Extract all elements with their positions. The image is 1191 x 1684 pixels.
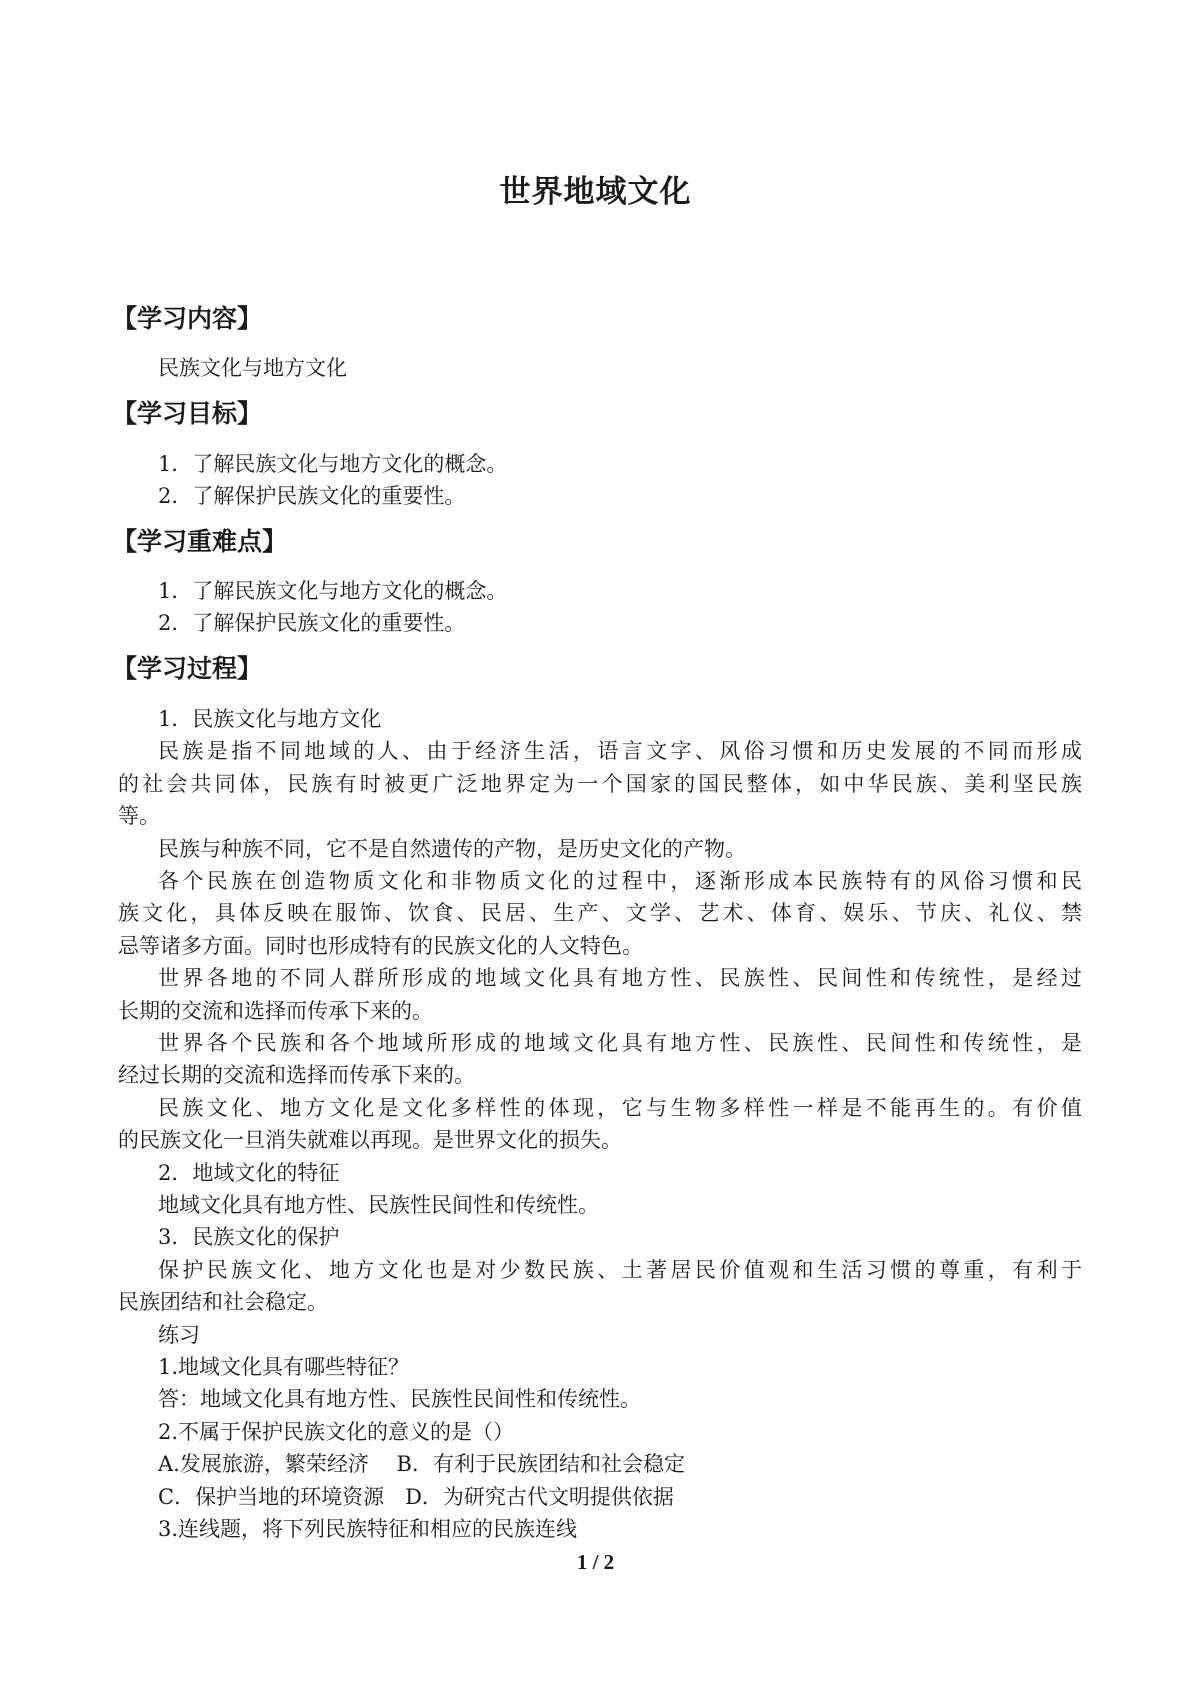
exercise-options: C．保护当地的环境资源 D．为研究古代文明提供依据 bbox=[158, 1485, 674, 1509]
key-point-item: 2．了解保护民族文化的重要性。 bbox=[158, 611, 466, 635]
paragraph-line: 世界各地的不同人群所形成的地域文化具有地方性、民族性、民间性和传统性，是经过 bbox=[158, 966, 1082, 990]
paragraph-line: 长期的交流和选择而传承下来的。 bbox=[118, 999, 433, 1023]
subheading-ethnic-local-culture: 1．民族文化与地方文化 bbox=[158, 707, 382, 731]
paragraph-line: 民族是指不同地域的人、由于经济生活，语言文字、风俗习惯和历史发展的不同而形成 bbox=[158, 739, 1082, 763]
paragraph-line: 民族团结和社会稳定。 bbox=[118, 1290, 328, 1314]
key-point-item: 1．了解民族文化与地方文化的概念。 bbox=[158, 579, 508, 603]
exercise-question: 3.连线题，将下列民族特征和相应的民族连线 bbox=[158, 1517, 578, 1541]
exercise-answer: 答：地域文化具有地方性、民族性民间性和传统性。 bbox=[158, 1387, 641, 1411]
exercise-question: 2.不属于保护民族文化的意义的是（） bbox=[158, 1420, 515, 1444]
goal-item: 2．了解保护民族文化的重要性。 bbox=[158, 484, 466, 508]
heading-key-points: 【学习重难点】 bbox=[112, 527, 288, 556]
heading-goals: 【学习目标】 bbox=[112, 399, 263, 428]
paragraph-line: 经过长期的交流和选择而传承下来的。 bbox=[118, 1063, 475, 1087]
paragraph-line: 族文化，具体反映在服饰、饮食、民居、生产、文学、艺术、体育、娱乐、节庆、礼仪、禁 bbox=[118, 901, 1082, 925]
paragraph-line: 世界各个民族和各个地域所形成的地域文化具有地方性、民族性、民间性和传统性，是 bbox=[158, 1031, 1082, 1055]
goal-item: 1．了解民族文化与地方文化的概念。 bbox=[158, 452, 508, 476]
exercise-options: A.发展旅游，繁荣经济 B．有利于民族团结和社会稳定 bbox=[158, 1452, 685, 1476]
content-text: 民族文化与地方文化 bbox=[158, 356, 347, 380]
paragraph-line: 民族与种族不同，它不是自然遗传的产物，是历史文化的产物。 bbox=[158, 837, 746, 861]
paragraph-line: 等。 bbox=[118, 804, 160, 828]
exercise-heading: 练习 bbox=[158, 1323, 200, 1347]
paragraph-line: 的民族文化一旦消失就难以再现。是世界文化的损失。 bbox=[118, 1128, 622, 1152]
paragraph-line: 各个民族在创造物质文化和非物质文化的过程中，逐渐形成本民族特有的风俗习惯和民 bbox=[158, 869, 1082, 893]
paragraph-line: 忌等诸多方面。同时也形成特有的民族文化的人文特色。 bbox=[118, 934, 643, 958]
heading-process: 【学习过程】 bbox=[112, 654, 263, 683]
subheading-features: 2．地域文化的特征 bbox=[158, 1161, 340, 1185]
heading-content: 【学习内容】 bbox=[112, 304, 263, 333]
paragraph-line: 的社会共同体，民族有时被更广泛地界定为一个国家的国民整体，如中华民族、美利坚民族 bbox=[118, 772, 1082, 796]
subheading-protection: 3．民族文化的保护 bbox=[158, 1225, 340, 1249]
exercise-question: 1.地域文化具有哪些特征？ bbox=[158, 1355, 410, 1379]
paragraph-line: 地域文化具有地方性、民族性民间性和传统性。 bbox=[158, 1193, 599, 1217]
page-title: 世界地域文化 bbox=[499, 174, 692, 210]
paragraph-line: 保护民族文化、地方文化也是对少数民族、土著居民价值观和生活习惯的尊重，有利于 bbox=[158, 1258, 1082, 1282]
page-number: 1 / 2 bbox=[576, 1550, 615, 1574]
paragraph-line: 民族文化、地方文化是文化多样性的体现，它与生物多样性一样是不能再生的。有价值 bbox=[158, 1096, 1082, 1120]
